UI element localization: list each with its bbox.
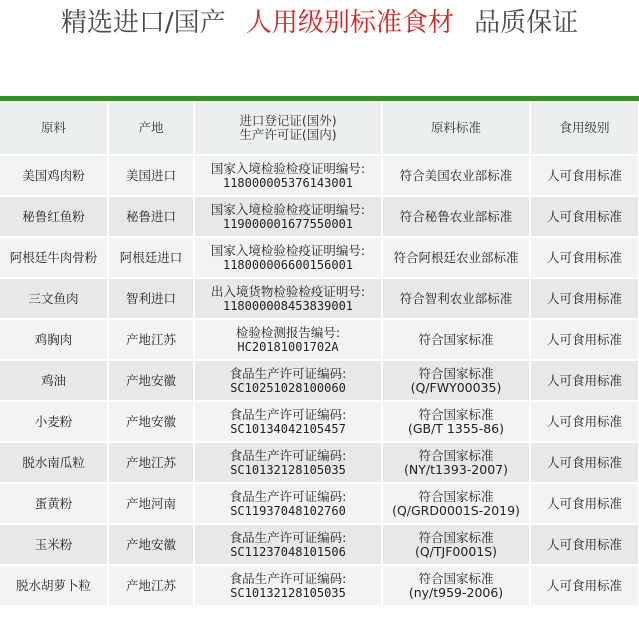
- cert-number: 118000006600156001: [222, 257, 354, 272]
- cert-number: 118000008453839001: [222, 298, 354, 313]
- standard-text: 符合国家标准: [418, 447, 494, 463]
- cell-standard: [382, 237, 530, 278]
- header-grade: 食用级别: [530, 101, 639, 155]
- cert-label: 出入境货物检验检疫证明号:: [210, 283, 366, 299]
- cell-certificate: [194, 401, 382, 442]
- cell-certificate: [194, 524, 382, 565]
- standard-text: 符合美国农业部标准: [399, 167, 513, 183]
- cell-grade: 人可食用标准: [530, 196, 639, 237]
- cell-material: 蛋黄粉: [0, 483, 108, 524]
- table-row: [0, 237, 639, 278]
- cert-label: 检验检测报告编号:: [235, 324, 341, 340]
- cell-origin: 产地江苏: [108, 442, 194, 483]
- table-header-row: [0, 101, 639, 155]
- cell-standard: [382, 319, 530, 360]
- table-row: [0, 442, 639, 483]
- cell-grade: 人可食用标准: [530, 319, 639, 360]
- cell-standard: [382, 360, 530, 401]
- cell-material: 秘鲁红鱼粉: [0, 196, 108, 237]
- cell-certificate: [194, 360, 382, 401]
- standard-text: 符合国家标准: [418, 331, 494, 347]
- cell-standard: [382, 442, 530, 483]
- cell-standard: [382, 196, 530, 237]
- cert-number: SC10132128105035: [230, 585, 346, 600]
- cell-origin: 智利进口: [108, 278, 194, 319]
- headline-highlight: 人用级别标准食材: [245, 8, 454, 38]
- cell-certificate: [194, 237, 382, 278]
- table-row: [0, 483, 639, 524]
- cert-label: 食品生产许可证编码:: [229, 447, 347, 463]
- cell-certificate: [194, 278, 382, 319]
- cert-label: 食品生产许可证编码:: [229, 488, 347, 504]
- standard-code: (Q/TJF0001S): [414, 543, 498, 559]
- cell-material: 玉米粉: [0, 524, 108, 565]
- standard-text: 符合国家标准: [418, 406, 494, 422]
- cell-grade: 人可食用标准: [530, 442, 639, 483]
- cell-origin: 美国进口: [108, 155, 194, 196]
- headline-left: 精选进口/国产: [60, 8, 226, 38]
- cell-grade: 人可食用标准: [530, 483, 639, 524]
- cell-grade: 人可食用标准: [530, 524, 639, 565]
- cell-standard: [382, 565, 530, 606]
- standard-text: 符合国家标准: [418, 529, 494, 545]
- cell-material: 三文鱼肉: [0, 278, 108, 319]
- cell-standard: [382, 483, 530, 524]
- cell-material: 脱水南瓜粒: [0, 442, 108, 483]
- cert-label: 食品生产许可证编码:: [229, 365, 347, 381]
- cert-label: 国家入境检验检疫证明编号:: [210, 242, 366, 258]
- standard-code: (NY/t1393-2007): [404, 461, 508, 477]
- cell-standard: [382, 401, 530, 442]
- cell-grade: 人可食用标准: [530, 237, 639, 278]
- cell-material: 鸡油: [0, 360, 108, 401]
- cert-number: SC10132128105035: [230, 462, 346, 477]
- table-row: [0, 360, 639, 401]
- cell-material: 小麦粉: [0, 401, 108, 442]
- table-row: [0, 155, 639, 196]
- cert-label: 国家入境检验检疫证明编号:: [210, 160, 366, 176]
- standard-text: 符合国家标准: [418, 570, 494, 586]
- cert-number: SC11237048101506: [230, 544, 346, 559]
- cell-grade: 人可食用标准: [530, 278, 639, 319]
- header-standard: 原料标准: [382, 101, 530, 155]
- table-row: [0, 565, 639, 606]
- cert-number: SC10134042105457: [230, 421, 346, 436]
- standard-code: (Q/FWY00035): [410, 379, 502, 395]
- cell-material: 美国鸡肉粉: [0, 155, 108, 196]
- cert-label: 食品生产许可证编码:: [229, 406, 347, 422]
- cell-origin: 产地安徽: [108, 524, 194, 565]
- table-row: [0, 278, 639, 319]
- cell-origin: 产地安徽: [108, 360, 194, 401]
- cell-grade: 人可食用标准: [530, 401, 639, 442]
- cell-origin: 产地安徽: [108, 401, 194, 442]
- cert-label: 国家入境检验检疫证明编号:: [210, 201, 366, 217]
- cell-certificate: [194, 319, 382, 360]
- header-cert-line1: 进口登记证(国外): [239, 112, 337, 128]
- standard-code: (ny/t959-2006): [408, 584, 504, 600]
- cert-label: 食品生产许可证编码:: [229, 529, 347, 545]
- header-cert-line2: 生产许可证(国内): [239, 126, 337, 142]
- page-headline: [0, 0, 639, 50]
- cell-grade: 人可食用标准: [530, 565, 639, 606]
- cert-number: HC20181001702A: [237, 339, 339, 354]
- cert-number: SC11937048102760: [230, 503, 346, 518]
- standard-code: (Q/GRD0001S-2019): [392, 502, 520, 518]
- cell-certificate: [194, 565, 382, 606]
- cell-material: 阿根廷牛肉骨粉: [0, 237, 108, 278]
- headline-right: 品质保证: [474, 8, 579, 38]
- cell-certificate: [194, 442, 382, 483]
- cert-number: 118000005376143001: [222, 175, 354, 190]
- cell-certificate: [194, 196, 382, 237]
- cell-standard: [382, 155, 530, 196]
- standard-text: 符合智利农业部标准: [399, 290, 513, 306]
- header-material: 原料: [0, 101, 108, 155]
- cell-grade: 人可食用标准: [530, 155, 639, 196]
- cell-certificate: [194, 155, 382, 196]
- cert-number: 119000001677550001: [222, 216, 354, 231]
- table-row: [0, 524, 639, 565]
- cell-material: 脱水胡萝卜粒: [0, 565, 108, 606]
- cert-number: SC10251028100060: [230, 380, 346, 395]
- standard-text: 符合秘鲁农业部标准: [399, 208, 513, 224]
- cell-origin: 阿根廷进口: [108, 237, 194, 278]
- standard-text: 符合国家标准: [418, 488, 494, 504]
- cell-grade: 人可食用标准: [530, 360, 639, 401]
- cell-origin: 秘鲁进口: [108, 196, 194, 237]
- header-origin: 产地: [108, 101, 194, 155]
- standard-text: 符合国家标准: [418, 365, 494, 381]
- header-certificate: [194, 101, 382, 155]
- cell-standard: [382, 278, 530, 319]
- cell-origin: 产地江苏: [108, 565, 194, 606]
- cell-origin: 产地江苏: [108, 319, 194, 360]
- standard-code: (GB/T 1355-86): [407, 420, 505, 436]
- standard-text: 符合阿根廷农业部标准: [393, 249, 519, 265]
- cell-origin: 产地河南: [108, 483, 194, 524]
- cell-standard: [382, 524, 530, 565]
- table-row: [0, 196, 639, 237]
- cell-material: 鸡胸肉: [0, 319, 108, 360]
- materials-table: [0, 101, 639, 607]
- cert-label: 食品生产许可证编码:: [229, 570, 347, 586]
- table-row: [0, 401, 639, 442]
- table-row: [0, 319, 639, 360]
- cell-certificate: [194, 483, 382, 524]
